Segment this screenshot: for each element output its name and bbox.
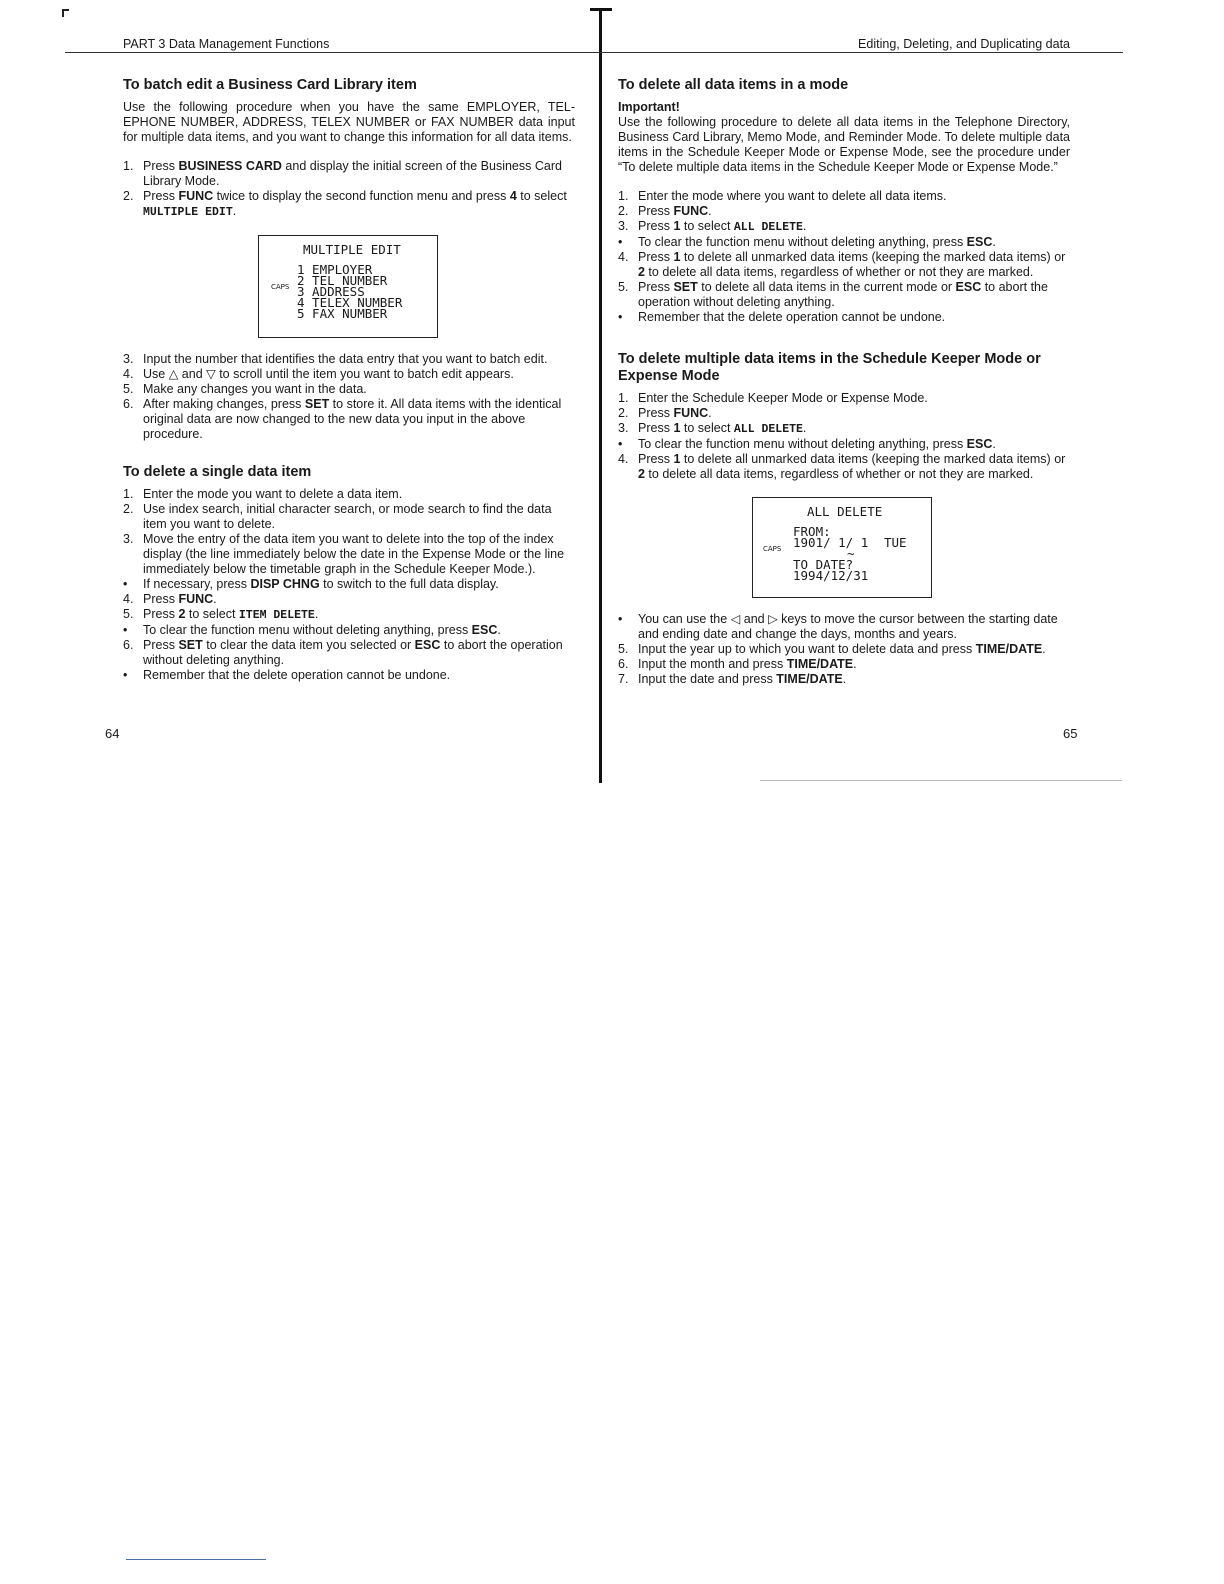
menu-command: MULTIPLE EDIT [143, 206, 233, 219]
right-content [618, 77, 1070, 687]
step-item [123, 382, 575, 397]
step-item [123, 352, 575, 367]
lcd-from-label: FROM: [793, 524, 831, 539]
bullet-note [123, 668, 575, 683]
key-name: TIME/DATE [786, 657, 854, 671]
step-item [123, 592, 575, 607]
step-text: Remember that the delete operation cannot be undone. [638, 310, 946, 324]
step-text: Make any changes you want in the data. [143, 382, 367, 396]
step-text: Enter the Schedule Keeper Mode or Expense Mode. [638, 391, 928, 405]
right-page [618, 0, 1078, 800]
step-item [618, 189, 1070, 204]
lcd-item-3: 3 ADDRESS [297, 284, 365, 299]
step-text: to clear the data item you selected or [202, 638, 415, 652]
step-item [123, 189, 575, 220]
step-text: to delete all data items, regardless of whether or not they are marked. [644, 265, 1034, 279]
bullet-note [123, 577, 575, 592]
key-name: ESC [471, 623, 498, 637]
step-marker: • [618, 612, 623, 626]
step-item [618, 406, 1070, 421]
step-text: to select [185, 607, 239, 621]
left-content [123, 77, 575, 683]
delete-multiple-steps-a [618, 391, 1070, 482]
step-text: Press [638, 219, 674, 233]
step-text: Move the entry of the data item you want to delete into the top of the index display (the line immediately below the date in the Expense Mode or the line immediately below the timetable graph in the Schedule Keeper Mode.). [143, 532, 565, 576]
step-text: Press [638, 204, 674, 218]
step-marker: 5. [123, 607, 134, 621]
lcd-item-4: 4 TELEX NUMBER [297, 295, 403, 310]
step-text: Enter the mode where you want to delete all data items. [638, 189, 947, 203]
key-name: 2 [638, 467, 645, 481]
key-name: ESC [966, 235, 993, 249]
step-marker: 1. [123, 159, 134, 173]
bullet-note [618, 437, 1070, 452]
key-name: SET [178, 638, 203, 652]
step-text: . [213, 592, 217, 606]
lcd-to-label: TO DATE? [793, 557, 854, 572]
step-marker: 3. [123, 532, 134, 546]
key-name: ESC [414, 638, 441, 652]
key-name: TIME/DATE [975, 642, 1043, 656]
key-name: TIME/DATE [776, 672, 843, 686]
key-name: ESC [955, 280, 982, 294]
step-marker: 1. [618, 189, 629, 203]
key-name: FUNC [673, 204, 709, 218]
batch-edit-intro: Use the following procedure when you have the same EMPLOYER, TEL-EPHONE NUMBER, ADDRESS, TELEX NUMBER or FAX NUMBER data input for multiple data items, and you want to change this information for all data items. [123, 100, 575, 144]
section-title-delete-all: To delete all data items in a mode [618, 77, 849, 93]
bullet-note [618, 612, 1070, 642]
left-page [105, 0, 575, 800]
key-name: FUNC [178, 189, 214, 203]
step-marker: 3. [618, 219, 629, 233]
step-text: and display the initial screen of the Business Card Library Mode. [143, 159, 562, 188]
step-text: Input the year up to which you want to delete data and press [638, 642, 976, 656]
lcd-item-5: 5 FAX NUMBER [297, 306, 388, 321]
step-text: to abort the operation without deleting anything. [638, 280, 1048, 309]
step-marker: 4. [618, 452, 629, 466]
step-text: to select [680, 219, 734, 233]
step-marker: 6. [123, 638, 134, 652]
step-text: . [802, 219, 807, 233]
step-text: Press [143, 159, 179, 173]
lcd-range-tilde: ~ [847, 546, 855, 561]
step-text: . [314, 607, 319, 621]
page-number-left: 64 [105, 726, 120, 741]
step-item [618, 204, 1070, 219]
key-name: FUNC [178, 592, 214, 606]
step-text: Press [143, 607, 179, 621]
step-text: To clear the function menu without deleting anything, press [638, 437, 967, 451]
step-marker: 4. [618, 250, 629, 264]
step-marker: 1. [123, 487, 134, 501]
left-running-header: PART 3 Data Management Functions [123, 37, 330, 51]
section-title-delete-multiple: To delete multiple data items in the Schedule Keeper Mode or Expense Mode [618, 351, 1041, 384]
step-item [123, 487, 575, 502]
step-marker: 7. [618, 672, 629, 686]
important-label: Important! [618, 100, 680, 114]
step-item [123, 367, 575, 382]
caps-indicator: CAPS [763, 545, 782, 553]
batch-edit-steps-a [123, 159, 575, 220]
step-text: to delete all data items in the current mode or [697, 280, 956, 294]
step-marker: • [618, 235, 623, 249]
page-number-right: 65 [1063, 726, 1078, 741]
step-text: . [992, 235, 996, 249]
step-text: to store it. All data items with the identical original data are now changed to the new data you input in the above procedure. [143, 397, 562, 441]
step-item [618, 421, 1070, 437]
step-item [618, 391, 1070, 406]
step-marker: • [618, 437, 623, 451]
step-text: Press [143, 189, 179, 203]
menu-command: ALL DELETE [733, 221, 803, 234]
step-marker: 4. [123, 592, 134, 606]
step-text: . [842, 672, 847, 686]
step-text: . [853, 657, 857, 671]
step-item [618, 642, 1070, 657]
step-marker: 2. [123, 502, 134, 516]
step-marker: 6. [123, 397, 134, 411]
step-marker: 2. [123, 189, 134, 203]
step-text: After making changes, press [143, 397, 305, 411]
step-text: To clear the function menu without deleting anything, press [143, 623, 472, 637]
step-marker: 5. [123, 382, 134, 396]
key-name: 2 [638, 265, 645, 279]
right-running-header: Editing, Deleting, and Duplicating data [858, 37, 1070, 51]
key-name: FUNC [673, 406, 709, 420]
step-item [123, 532, 575, 577]
lcd-from-date: 1901/ 1/ 1 [793, 535, 869, 550]
lcd-title: MULTIPLE EDIT [303, 242, 401, 257]
step-text: to delete all unmarked data items (keeping the marked data items) or [680, 452, 1066, 466]
left-header-rule [65, 52, 600, 53]
step-text: . [1042, 642, 1046, 656]
menu-command: ITEM DELETE [238, 609, 315, 622]
lcd-all-delete [752, 497, 932, 598]
step-text: . [232, 204, 237, 218]
lcd-weekday: TUE [884, 535, 907, 550]
delete-single-steps [123, 487, 575, 683]
step-item [123, 397, 575, 442]
step-item [618, 452, 1070, 482]
lcd-to-date: 1994/12/31 [793, 568, 869, 583]
step-item [618, 250, 1070, 280]
caps-indicator: CAPS [271, 283, 290, 291]
step-marker: 3. [618, 421, 629, 435]
step-marker: 4. [123, 367, 134, 381]
step-text: Input the number that identifies the data entry that you want to batch edit. [143, 352, 548, 366]
step-marker: 2. [618, 204, 629, 218]
step-marker: • [123, 623, 128, 637]
footer-rule [126, 1559, 266, 1560]
key-name: ESC [966, 437, 993, 451]
step-marker: • [123, 668, 128, 682]
right-header-rule [598, 52, 1123, 53]
step-text: Press [638, 406, 674, 420]
step-marker: • [618, 310, 623, 324]
step-item [618, 280, 1070, 310]
step-text: to delete all unmarked data items (keeping the marked data items) or [680, 250, 1066, 264]
step-item [123, 607, 575, 623]
lcd-multiple-edit [258, 235, 438, 338]
key-name: 1 [673, 452, 681, 466]
section-title-delete-single: To delete a single data item [123, 464, 312, 480]
step-text: to switch to the full data display. [319, 577, 499, 591]
step-text: Input the month and press [638, 657, 787, 671]
step-text: twice to display the second function menu and press [213, 189, 510, 203]
step-marker: 6. [618, 657, 629, 671]
crop-mark-vertical [62, 9, 64, 17]
batch-edit-steps-b [123, 352, 575, 442]
step-marker: 5. [618, 280, 629, 294]
key-name: 1 [673, 421, 681, 435]
lcd-item-2: 2 TEL NUMBER [297, 273, 388, 288]
key-name: 4 [509, 189, 517, 203]
step-item [618, 657, 1070, 672]
lcd-title: ALL DELETE [807, 504, 883, 519]
key-name: 1 [673, 250, 681, 264]
step-text: Use △ and ▽ to scroll until the item you want to batch edit appears. [143, 367, 514, 381]
step-text: Enter the mode you want to delete a data item. [143, 487, 403, 501]
step-item [123, 159, 575, 189]
bullet-note [618, 310, 1070, 325]
step-marker: 3. [123, 352, 134, 366]
key-name: BUSINESS CARD [178, 159, 282, 173]
step-text: To clear the function menu without deleting anything, press [638, 235, 967, 249]
step-text: You can use the ◁ and ▷ keys to move the cursor between the starting date and ending date and change the days, months and years. [638, 612, 1058, 641]
step-text: Press [143, 592, 179, 606]
delete-multiple-steps-b [618, 612, 1070, 687]
step-text: Remember that the delete operation cannot be undone. [143, 668, 451, 682]
key-name: 2 [178, 607, 186, 621]
key-name: SET [304, 397, 330, 411]
step-text: to abort the operation without deleting anything. [143, 638, 563, 667]
step-text: Use index search, initial character search, or mode search to find the data item you want to delete. [143, 502, 552, 531]
step-text: . [497, 623, 501, 637]
step-text: . [992, 437, 996, 451]
step-text: . [708, 204, 712, 218]
step-item [123, 502, 575, 532]
step-marker: 2. [618, 406, 629, 420]
step-text: If necessary, press [143, 577, 251, 591]
step-text: Press [638, 452, 674, 466]
step-marker: • [123, 577, 128, 591]
step-text: . [708, 406, 712, 420]
step-text: Press [638, 421, 674, 435]
step-text: Input the date and press [638, 672, 777, 686]
step-item [618, 219, 1070, 235]
step-marker: 1. [618, 391, 629, 405]
step-text: Press [638, 250, 674, 264]
delete-all-intro: Use the following procedure to delete all data items in the Telephone Directory, Business Card Library, Memo Mode, and Reminder Mode. To delete multiple data items in the Schedule Keeper Mode or Expense Mode, see the procedure under “To delete multiple data items in the Schedule Keeper Mode or Expense Mode.” [618, 115, 1070, 174]
step-text: to select [516, 189, 567, 203]
menu-command: ALL DELETE [733, 423, 803, 436]
step-text: Press [638, 280, 674, 294]
key-name: DISP CHNG [250, 577, 320, 591]
bullet-note [123, 623, 575, 638]
section-title-batch-edit: To batch edit a Business Card Library item [123, 77, 417, 93]
step-text: to delete all data items, regardless of whether or not they are marked. [644, 467, 1034, 481]
step-item [618, 672, 1070, 687]
bullet-note [618, 235, 1070, 250]
step-text: Press [143, 638, 179, 652]
key-name: SET [673, 280, 698, 294]
step-item [123, 638, 575, 668]
step-text: to select [680, 421, 734, 435]
delete-all-steps [618, 189, 1070, 325]
step-marker: 5. [618, 642, 629, 656]
page-gutter [599, 8, 602, 783]
step-text: . [802, 421, 807, 435]
key-name: 1 [673, 219, 681, 233]
lcd-item-1: 1 EMPLOYER [297, 262, 373, 277]
